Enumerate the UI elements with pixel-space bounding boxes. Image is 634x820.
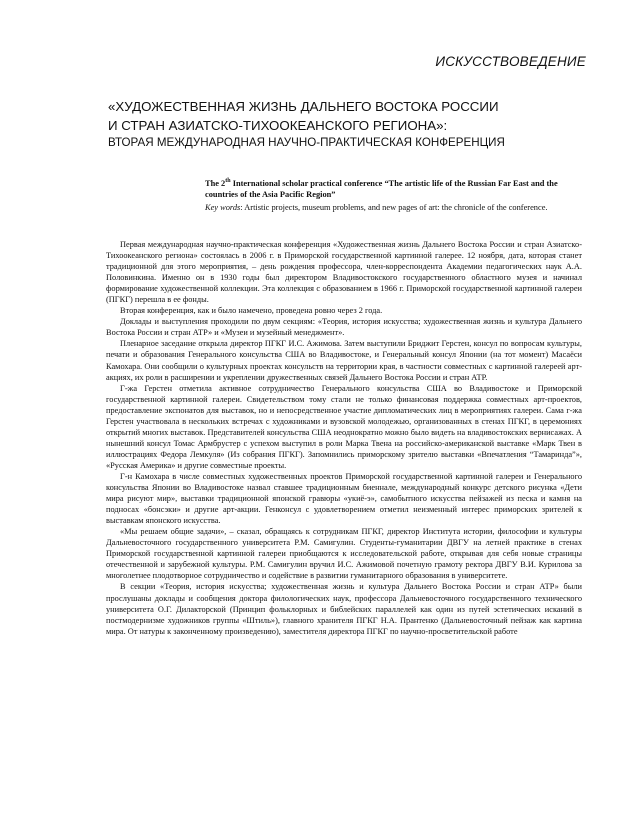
keywords	[205, 202, 581, 213]
title-line-1: «ХУДОЖЕСТВЕННАЯ ЖИЗНЬ ДАЛЬНЕГО ВОСТОКА РОССИИ	[108, 99, 499, 114]
paragraph: Доклады и выступления проходили по двум секциям: «Теория, история искусства; художественная жизнь и культура Дальнего Востока России и стран АТР» и «Музеи и музейный менеджмент».	[106, 317, 582, 338]
paragraph: Г-жа Герстен отметила активное сотрудничество Генерального консульства США во Владивостоке и Приморской государственной картинной галереи. Свидетельством тому стали не только финансовая поддержка совместных арт-проектов, предоставление экспонатов для выставок, но и непосредственное участие дипломатических лиц в мероприятиях галереи. Сама г-жа Герстен участвовала в нескольких встречах с художниками и вузовской молодежью, организованных в стенах ПГКГ, в церемониях открытий многих выставок. Представителей консульства США неоднократно можно было видеть на владивостокских вернисажах. А нынешний консул Томас Армбрустер с успехом выступил в роли Марка Твена на российско-американской выставке «Марк Твен в иллюстрациях Федора Лемкуля» (Из собрания ПГКГ). Запомнились приморскому зрителю выставки «Впечатления “Тамаринда”», «Русская Америка» и другие совместные проекты.	[106, 383, 582, 470]
paragraph: Вторая конференция, как и было намечено, проведена ровно через 2 года.	[120, 306, 383, 316]
article-title	[108, 97, 588, 151]
title-line-2: И СТРАН АЗИАТСКО-ТИХООКЕАНСКОГО РЕГИОНА»:	[108, 118, 448, 133]
english-title-rest: International scholar practical conference “The artistic life of the Russian Far East and the countries of the Asia Pacific Region”	[205, 179, 558, 200]
paragraph: В секции «Теория, история искусства; художественная жизнь и культура Дальнего Востока России и стран АТР» были прослушаны доклады и сообщения доктора филологических наук, профессора Дальневосточного государственного технического университета О.Г. Дилакторской (Принцип фольклорных и библейских параллелей как один из путей эстетических исканий в постмодернизме художников группы «Штиль»), главного хранителя ПГКГ Н.А. Прантенко (Дальневосточный пейзаж как картина мира. От натуры к законченному произведению), заместителя директора ПГКГ по научно-просветительской работе	[106, 582, 582, 636]
paragraph: Первая международная научно-практическая конференция «Художественная жизнь Дальнего Востока России и стран Азиатско-Тихоокеанского региона» состоялась в 2006 г. в Приморской государственной картинной галерее. 12 ноября, дата, которая станет традиционной для этого мероприятия, – день рождения профессора, член-корреспондента Академии педагогических наук А.А. Половинкина. Именно он в 1930 годы был директором Владивостокского государственного областного музея и начинал формирование художественной коллекции. Эта коллекция с образованием в 1966 г. Приморской государственной картинной галереи (ПГКГ) перешла в ее фонды.	[106, 240, 582, 305]
paragraph: «Мы решаем общие задачи», – сказал, обращаясь к сотрудникам ПГКГ, директор Института истории, философии и культуры Дальневосточного государственного университета Р.М. Самигулин. Студенты-гуманитарии ДВГУ на летней практике в стенах Приморской государственной картинной галереи приобщаются к исследовательской работе, открывая для себя новые страницы отечественной и зарубежной культуры. Р.М. Самигулин вручил И.С. Ажимовой почетную грамоту ректора ДВГУ В.И. Курилова за многолетнее плодотворное сотрудничество и содействие в развитии гуманитарного образования в университете.	[106, 527, 582, 581]
keywords-text: : Artistic projects, museum problems, and new pages of art: the chronicle of the conference.	[240, 203, 548, 213]
section-heading: ИСКУССТВОВЕДЕНИЕ	[435, 54, 586, 69]
keywords-label: Key words	[205, 203, 241, 213]
paragraph: Г-н Камохара в числе совместных художественных проектов Приморской государственной картинной галереи и Генерального консульства Японии во Владивостоке назвал ставшее традиционным биеннале, международный конкурс детского рисунка «Дети мира рисуют мир», выставки традиционной японской гравюры «укиё-э», самобытного искусства пейзажей из песка и камня на подносах «бонсэки» и другие арт-акции. Генконсул с удовлетворением отметил неизменный интерес приморских зрителей к выставкам японского искусства.	[106, 471, 582, 526]
english-title-prefix: The 2	[205, 179, 226, 188]
article-body	[106, 239, 582, 637]
english-abstract	[205, 178, 581, 214]
paragraph: Пленарное заседание открыла директор ПГКГ И.С. Ажимова. Затем выступили Бриджит Герстен, консул по вопросам культуры, печати и образования Генерального консульства США во Владивостоке, и Генеральный консул Японии (на тот момент) Масаёси Камохара. Они сообщили о культурных проектах консульств на территории края, в частности совместных с картинной галереей арт-акциях, их роли в расширении и укреплении дружественных связей Дальнего Востока России и стран АТР.	[106, 339, 582, 382]
article-subtitle: ВТОРАЯ МЕЖДУНАРОДНАЯ НАУЧНО-ПРАКТИЧЕСКАЯ КОНФЕРЕНЦИЯ	[108, 136, 505, 149]
english-title	[205, 178, 581, 200]
english-title-sup: th	[225, 178, 231, 185]
